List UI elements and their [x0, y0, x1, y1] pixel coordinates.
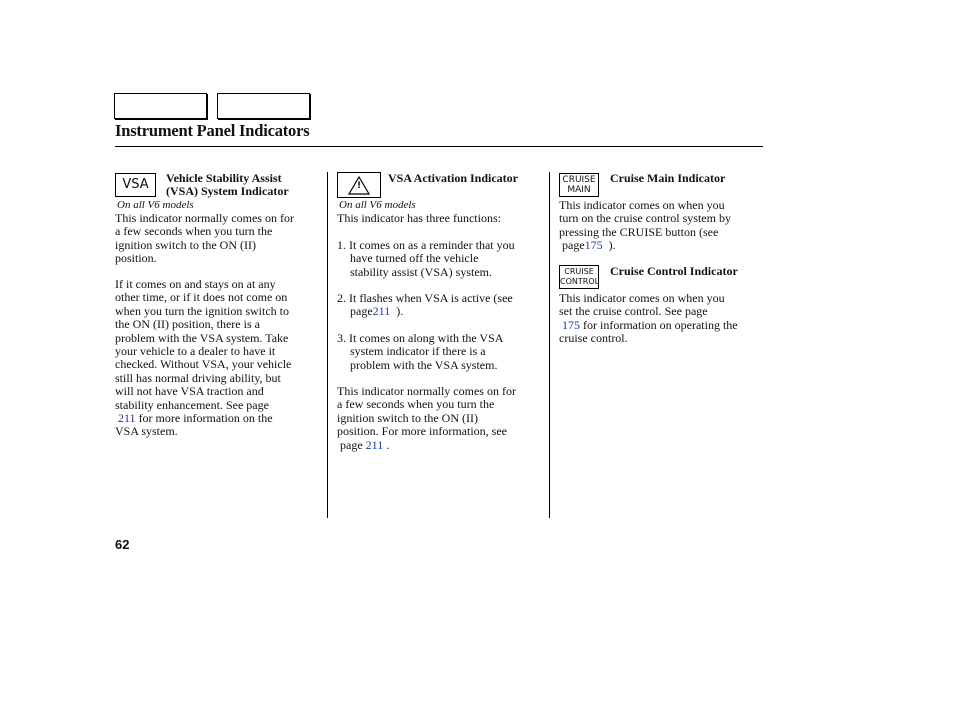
text-fragment: ). — [396, 304, 404, 319]
page-number: 62 — [115, 537, 130, 552]
nav-button-next[interactable] — [217, 93, 310, 119]
vsa-activation-item3 — [337, 332, 547, 372]
text-line: This indicator comes on when you — [559, 291, 725, 305]
text-line: pressing the CRUISE button (see — [559, 224, 719, 239]
vsa-activation-model-note: On all V6 models — [339, 199, 416, 211]
text-line: ignition switch to the ON (II) — [115, 237, 256, 252]
text-line: If it comes on and stays on at any — [115, 277, 276, 291]
cruise-main-icon-line1: CRUISE — [562, 175, 596, 185]
text-line: problem with the VSA system. Take — [115, 330, 289, 345]
vsa-system-heading — [166, 172, 289, 198]
page-link-175[interactable]: 175 — [584, 238, 603, 253]
warning-exclamation: ! — [356, 181, 362, 191]
text-fragment: page — [340, 437, 363, 452]
page-link-175[interactable]: 175 — [562, 317, 580, 332]
list-item: 1. It comes on as a reminder that you have turned off the vehicle stability assist (VSA) system. — [337, 238, 515, 279]
vsa-system-para1 — [115, 212, 325, 266]
text-line: a few seconds when you turn the — [115, 224, 273, 239]
text-line: cruise control. — [559, 331, 628, 346]
column-divider-1 — [327, 172, 328, 518]
text-line: your vehicle to a dealer to have it — [115, 344, 276, 359]
nav-button-previous[interactable] — [114, 93, 207, 119]
text-line: the ON (II) position, there is a — [115, 317, 260, 332]
text-line: turn on the cruise control system by — [559, 211, 731, 226]
text-line: This indicator comes on when you — [559, 198, 725, 212]
cruise-control-icon-line2: CONTROL — [560, 276, 600, 286]
text-fragment: page — [562, 238, 585, 253]
text-line: still has normal driving ability, but — [115, 370, 281, 385]
text-line — [559, 319, 764, 332]
text-line: a few seconds when you turn the — [337, 397, 495, 412]
vsa-system-heading-line1: Vehicle Stability Assist — [166, 171, 282, 185]
text-line: when you turn the ignition switch to — [115, 303, 289, 318]
cruise-control-icon-line1: CRUISE — [564, 267, 594, 276]
page-link-211[interactable]: 211 — [118, 411, 136, 426]
text-line: This indicator normally comes on for — [337, 384, 516, 398]
cruise-main-para — [559, 199, 764, 253]
page-link-211[interactable]: 211 — [372, 304, 391, 319]
text-line: set the cruise control. See page — [559, 304, 708, 319]
title-rule — [115, 146, 763, 147]
text-line: VSA system. — [115, 424, 178, 439]
text-line: ignition switch to the ON (II) — [337, 410, 478, 425]
cruise-main-icon — [559, 173, 599, 197]
text-fragment: ). — [608, 238, 616, 253]
vsa-icon-text: VSA — [122, 177, 149, 192]
text-fragment: . — [386, 437, 390, 452]
text-line: This indicator normally comes on for — [115, 211, 294, 225]
cruise-control-heading: Cruise Control Indicator — [610, 264, 738, 278]
text-line: position. — [115, 251, 157, 266]
vsa-system-para2 — [115, 278, 325, 439]
column-divider-2 — [549, 172, 550, 518]
text-fragment: for more information on the — [138, 411, 273, 426]
vsa-system-heading-line2: (VSA) System Indicator — [166, 184, 289, 198]
cruise-main-heading: Cruise Main Indicator — [610, 171, 726, 185]
text-line: will not have VSA traction and — [115, 384, 264, 399]
vsa-activation-heading: VSA Activation Indicator — [388, 171, 519, 185]
text-line — [115, 412, 325, 425]
text-fragment: for information on operating the — [583, 317, 738, 332]
text-line: stability enhancement. See page — [115, 397, 269, 412]
text-line — [337, 439, 547, 452]
text-line: checked. Without VSA, your vehicle — [115, 357, 292, 372]
cruise-control-para — [559, 292, 764, 346]
text-fragment: page — [350, 304, 373, 319]
cruise-main-icon-line2: MAIN — [567, 185, 591, 195]
page-link-211[interactable]: 211 — [365, 437, 384, 452]
list-item: 3. It comes on along with the VSA system indicator if there is a problem with the VSA system. — [337, 331, 504, 372]
text-line: other time, or if it does not come on — [115, 290, 288, 305]
vsa-activation-intro: This indicator has three functions: — [337, 211, 501, 225]
list-item: 2. It flashes when VSA is active (see page211 ). — [337, 291, 513, 319]
page-title: Instrument Panel Indicators — [115, 121, 310, 140]
vsa-system-model-note: On all V6 models — [117, 199, 194, 211]
vsa-activation-item1 — [337, 239, 547, 279]
text-line: position. For more information, see — [337, 424, 507, 439]
vsa-activation-item2 — [337, 292, 547, 319]
vsa-icon — [115, 173, 156, 197]
vsa-activation-para — [337, 385, 547, 452]
text-line — [559, 239, 764, 252]
warning-triangle-icon — [337, 172, 381, 198]
cruise-control-icon — [559, 265, 599, 289]
